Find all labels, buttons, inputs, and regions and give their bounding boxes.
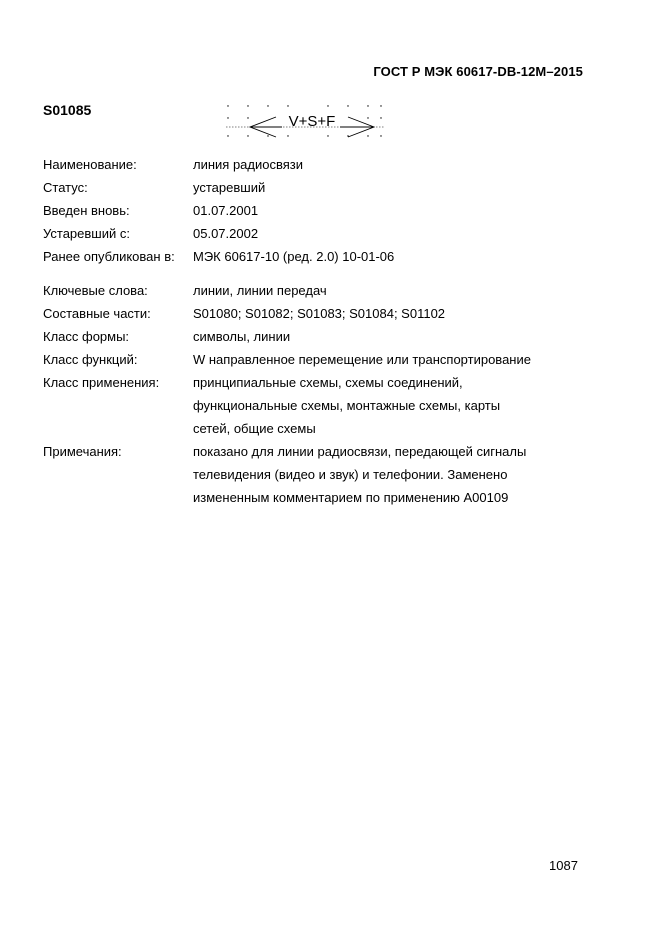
field-label: Введен вновь: <box>43 203 130 218</box>
field-value-line: сетей, общие схемы <box>193 421 316 436</box>
field-value: линии, линии передач <box>193 283 327 298</box>
field-value-line: функциональные схемы, монтажные схемы, карты <box>193 398 501 413</box>
field-label: Ранее опубликован в: <box>43 249 175 264</box>
field-value-line: показано для линии радиосвязи, передающей сигналы <box>193 444 527 459</box>
field-label: Статус: <box>43 180 88 195</box>
field-value: S01080; S01082; S01083; S01084; S01102 <box>193 306 446 321</box>
page-number: 1087 <box>549 858 578 873</box>
symbol-text: V+S+F <box>288 113 336 130</box>
field-value: 01.07.2001 <box>193 203 259 218</box>
field-label: Устаревший с: <box>43 226 130 241</box>
field-label: Составные части: <box>43 306 151 321</box>
field-value: 05.07.2002 <box>193 226 259 241</box>
field-label: Наименование: <box>43 157 137 172</box>
field-value: линия радиосвязи <box>193 157 303 172</box>
field-value: устаревший <box>193 180 266 195</box>
symbol-code: S01085 <box>43 102 92 118</box>
field-value-line: измененным комментарием по применению А00109 <box>193 490 509 505</box>
field-value: W направленное перемещение или транспортирование <box>193 352 531 367</box>
field-label: Класс функций: <box>43 352 138 367</box>
field-label: Класс формы: <box>43 329 130 344</box>
field-label: Ключевые слова: <box>43 283 148 298</box>
field-value: МЭК 60617-10 (ред. 2.0) 10-01-06 <box>193 249 395 264</box>
document-header: ГОСТ Р МЭК 60617-DB-12M–2015 <box>373 64 583 79</box>
field-value: символы, линии <box>193 329 291 344</box>
field-value-line: телевидения (видео и звук) и телефонии. Заменено <box>193 467 508 482</box>
field-value-line: принципиальные схемы, схемы соединений, <box>193 375 463 390</box>
field-label: Примечания: <box>43 444 122 459</box>
radio-link-symbol-icon <box>226 98 386 146</box>
field-label: Класс применения: <box>43 375 160 390</box>
